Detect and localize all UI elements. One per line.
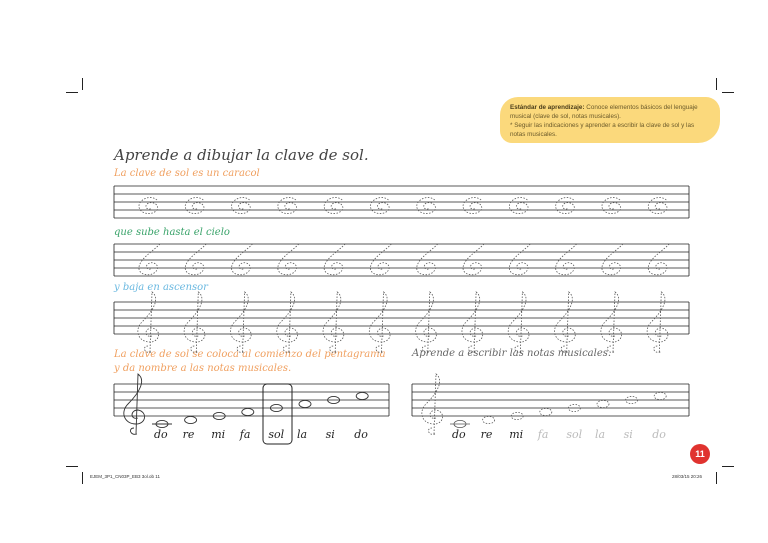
note-head xyxy=(540,408,552,415)
row1-caption: La clave de sol es un caracol xyxy=(114,168,260,179)
treble-clef-trace xyxy=(508,292,529,352)
clef-spiral-trace xyxy=(417,198,436,214)
note-name: re xyxy=(182,428,195,441)
treble-clef-trace xyxy=(230,292,251,352)
page-title: Aprende a dibujar la clave de sol. xyxy=(114,146,369,164)
note-name: re xyxy=(480,428,493,441)
note-name: do xyxy=(354,428,368,441)
note-name: fa xyxy=(537,428,549,441)
footer-date: 28/03/15 20:26 xyxy=(672,474,703,479)
note-label: Estándar de aprendizaje: xyxy=(510,104,585,111)
note-head xyxy=(356,392,368,399)
footer-file: EJEM_3P1_CN03P_EB3 3ol.ob 11 xyxy=(90,474,160,479)
note-head xyxy=(597,400,609,407)
clef-rising-trace xyxy=(185,244,206,275)
treble-clef-trace xyxy=(184,292,205,352)
treble-clef xyxy=(124,374,145,434)
clef-rising-trace xyxy=(602,244,623,275)
clef-spiral-trace xyxy=(324,198,343,214)
note-name: do xyxy=(652,428,666,441)
note-name: sol xyxy=(268,428,285,441)
treble-clef-trace xyxy=(422,374,443,434)
note-head xyxy=(654,392,666,399)
clef-spiral-trace xyxy=(232,198,251,214)
clef-rising-trace xyxy=(278,244,299,275)
row5-caption: Aprende a escribir las notas musicales. xyxy=(412,348,612,359)
note-text: Conoce elementos básicos del lenguaje musical (clave de sol, notas musicales). xyxy=(510,104,698,120)
clef-rising-trace xyxy=(324,244,345,275)
note-item: * Seguir las indicaciones y aprender a escribir la clave de sol y las notas musicales. xyxy=(510,122,695,138)
note-name: si xyxy=(325,428,335,441)
note-head xyxy=(185,416,197,423)
treble-clef-trace xyxy=(555,292,576,352)
clef-rising-trace xyxy=(509,244,530,275)
clef-rising-trace xyxy=(139,244,160,275)
clef-rising-trace xyxy=(417,244,438,275)
clef-spiral-trace xyxy=(278,198,297,214)
treble-clef-trace xyxy=(601,292,622,352)
clef-rising-trace xyxy=(370,244,391,275)
note-name: la xyxy=(297,428,308,441)
row4-caption: La clave de sol se coloca al comienzo del pentagrama y da nombre a las notas musicales. xyxy=(114,349,386,374)
clef-spiral-trace xyxy=(648,198,667,214)
clef-spiral-trace xyxy=(509,198,528,214)
note-name: mi xyxy=(211,428,226,441)
note-name: do xyxy=(452,428,466,441)
treble-clef-trace xyxy=(416,292,437,352)
treble-clef-trace xyxy=(323,292,344,352)
note-head xyxy=(242,408,254,415)
treble-clef-trace xyxy=(369,292,390,352)
page-number-badge: 11 xyxy=(690,444,710,464)
note-name: mi xyxy=(509,428,524,441)
note-name: fa xyxy=(239,428,251,441)
note-head xyxy=(299,400,311,407)
clef-spiral-trace xyxy=(602,198,621,214)
clef-spiral-trace xyxy=(556,198,575,214)
treble-clef-trace xyxy=(647,292,668,352)
note-name: la xyxy=(595,428,606,441)
clef-spiral-trace xyxy=(139,198,158,214)
note-head xyxy=(483,416,495,423)
note-name: sol xyxy=(566,428,583,441)
clef-spiral-trace xyxy=(370,198,389,214)
row2-caption: que sube hasta el cielo xyxy=(114,227,230,238)
treble-clef-trace xyxy=(462,292,483,352)
treble-clef-trace xyxy=(138,292,159,352)
clef-spiral-trace xyxy=(185,198,204,214)
clef-rising-trace xyxy=(648,244,669,275)
note-name: do xyxy=(154,428,168,441)
clef-rising-trace xyxy=(232,244,253,275)
treble-clef-trace xyxy=(277,292,298,352)
note-name: si xyxy=(623,428,633,441)
clef-rising-trace xyxy=(463,244,484,275)
row3-caption: y baja en ascensor xyxy=(114,282,208,293)
clef-spiral-trace xyxy=(463,198,482,214)
clef-rising-trace xyxy=(556,244,577,275)
